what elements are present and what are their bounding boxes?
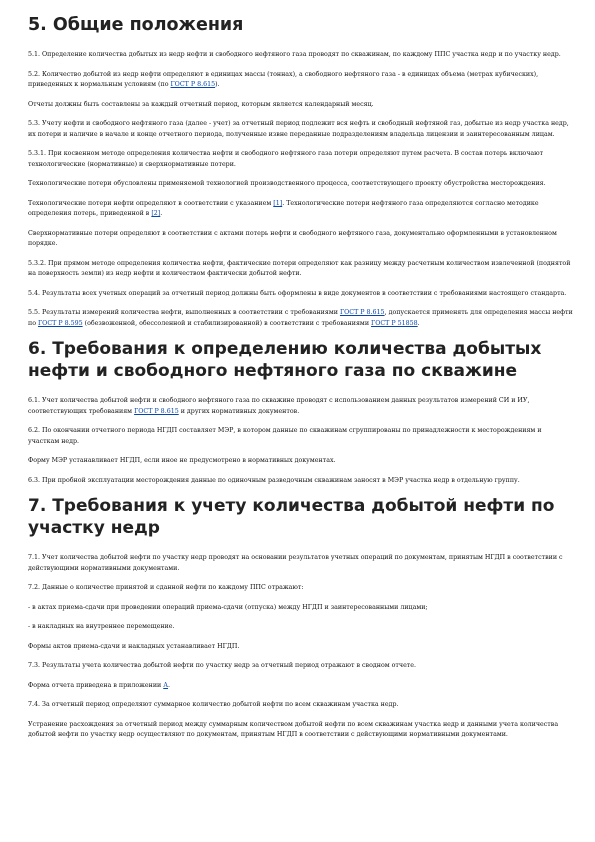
reference-2-link[interactable]: [2] <box>151 210 161 217</box>
clause-6-1 <box>28 396 573 417</box>
report-form-note <box>28 681 573 692</box>
excess-losses-note: Сверхнормативные потери определяют в соответствии с актами потерь нефти и свободного нефтяного газа, документально оформленными в установленном порядке. <box>28 229 557 247</box>
technological-losses-method <box>28 199 573 220</box>
clause-6-1-tail: и других нормативных документов. <box>178 407 300 415</box>
forms-note: Формы актов приема-сдачи и накладных устанавливает НГДП. <box>28 642 240 650</box>
clause-5-4: 5.4. Результаты всех учетных операций за отчетный период должны быть оформлены в виде документов в соответствии с требованиями настоящего стандарта. <box>28 289 567 297</box>
clause-6-3: 6.3. При пробной эксплуатации месторождения данные по одиночным разведочным скважинам заносят в МЭР участка недр в отдельную группу. <box>28 476 520 484</box>
mer-form-note: Форму МЭР устанавливает НГДП, если иное не предусмотрено в нормативных документах. <box>28 457 336 464</box>
tech-losses-tail: . <box>160 210 163 217</box>
appendix-a-link[interactable]: А <box>163 681 169 689</box>
clause-5-3: 5.3. Учету нефти и свободного нефтяного газа (далее - учет) за отчетный период подлежит вся нефть и свободный нефтяной газ, добытые из недр участка недр, их потери и наличие в начале и конце отчетного периода, полученные извне переданные подразделениям владельца лицензии и заинтересованным лицам. <box>28 120 569 138</box>
reporting-period-note: Отчеты должны быть составлены за каждый отчетный период, которым является календарный месяц. <box>28 100 374 108</box>
clause-7-2: 7.2. Данные о количестве принятой и сданной нефти по каждому ППС отражают: <box>28 584 304 591</box>
clause-7-4: 7.4. За отчетный период определяют суммарное количество добытой нефти по всем скважинам участка недр. <box>28 701 399 708</box>
clause-5-5-tail: . <box>417 319 420 327</box>
technological-losses-note: Технологические потери обусловлены применяемой технологией производственного процесса, соответствующего проекту обустройства месторождения. <box>28 180 546 187</box>
section-5-heading: 5. Общие положения <box>28 15 244 35</box>
section-7-heading: 7. Требования к учету количества добытой нефти по участку недр <box>28 496 555 538</box>
section-6-heading: 6. Требования к определению количества добытых нефти и свободного нефтяного газа по скважине <box>28 339 542 381</box>
tech-losses-text: Технологические потери нефти определяют в соответствии с указанием <box>28 199 274 207</box>
clause-6-2: 6.2. По окончании отчетного периода НГДП составляет МЭР, в котором данные по скважинам сгруппированы по принадлежности к месторождениям и участкам недр. <box>28 427 542 445</box>
clause-5-1: 5.1. Определение количества добытых из недр нефти и свободного нефтяного газа проводят по скважинам, по каждому ППС участка недр и по участку недр. <box>28 51 561 58</box>
report-form-tail: . <box>168 681 171 689</box>
clause-5-2-text: 5.2. Количество добытой из недр нефти определяют в единицах массы (тоннах), а свободного нефтяного газа - в единицах объема (метрах кубических), приведенных к нормальным условиям (по <box>28 70 539 88</box>
gost-8-615-link[interactable]: ГОСТ Р 8.615 <box>170 81 216 88</box>
tech-losses-mid: . Технологические потери нефтяного газа определяются согласно методике определения потерь, приведенной в <box>28 199 539 217</box>
clause-5-3-2: 5.3.2. При прямом методе определения количества нефти, фактические потери определяют как разницу между расчетным количеством извлеченной (поднятой на поверхность земли) из недр нефти и количеством фактически добытой нефти. <box>28 259 571 277</box>
gost-8-595-link[interactable]: ГОСТ Р 8.595 <box>38 319 83 327</box>
gost-51858-link[interactable]: ГОСТ Р 51858 <box>371 319 418 327</box>
list-item-invoices: - в накладных на внутреннее перемещение. <box>28 623 175 630</box>
clause-5-2-tail: ). <box>215 81 220 88</box>
report-form-text: Форма отчета приведена в приложении <box>28 681 164 689</box>
clause-7-3: 7.3. Результаты учета количества добытой нефти по участку недр за отчетный период отражают в сводном отчете. <box>28 662 417 669</box>
clause-5-5 <box>28 308 573 329</box>
clause-5-5-mid1: , допускается применять для определения массы нефти по <box>28 309 573 327</box>
clause-5-3-1: 5.3.1. При косвенном методе определения количества нефти и свободного нефтяного газа потери определяют путем расчета. В состав потерь включают технологические (нормативные) и сверхнормативные потери. <box>28 150 544 168</box>
gost-8-615-link-2[interactable]: ГОСТ Р 8.615 <box>339 309 385 316</box>
list-item-acts: - в актах приема-сдачи при проведении операций приема-сдачи (отпуска) между НГДП и заинтересованными лицами; <box>28 603 428 611</box>
gost-8-615-link-3[interactable]: ГОСТ Р 8.615 <box>134 407 179 415</box>
clause-6-1-text: 6.1. Учет количества добытой нефти и свободного нефтяного газа по скважине проводят с использованием данных результатов измерений СИ и ИУ, соответствующих требованиям <box>28 397 530 415</box>
clause-5-5-text: 5.5. Результаты измерений количества нефти, выполненных в соответствии с требованиями <box>28 309 340 316</box>
clause-5-5-mid2: (обезвоженной, обессоленной и стабилизированной) в соответствии с требованиями <box>82 319 372 327</box>
clause-7-1: 7.1. Учет количества добытой нефти по участку недр проводят на основании результатов учетных операций по документам, принятым НГДП в соответствии с действующими нормативными документами. <box>28 554 563 572</box>
reference-1-link[interactable]: [1] <box>273 199 283 207</box>
clause-5-2 <box>28 70 573 91</box>
discrepancy-note: Устранение расхождения за отчетный период между суммарным количеством добытой нефти по всем скважинам участка недр и данными учета количества добытой нефти по участку недр осуществляют по документам, принятым НГДП в соответствии с действующими нормативными документами. <box>28 720 559 738</box>
